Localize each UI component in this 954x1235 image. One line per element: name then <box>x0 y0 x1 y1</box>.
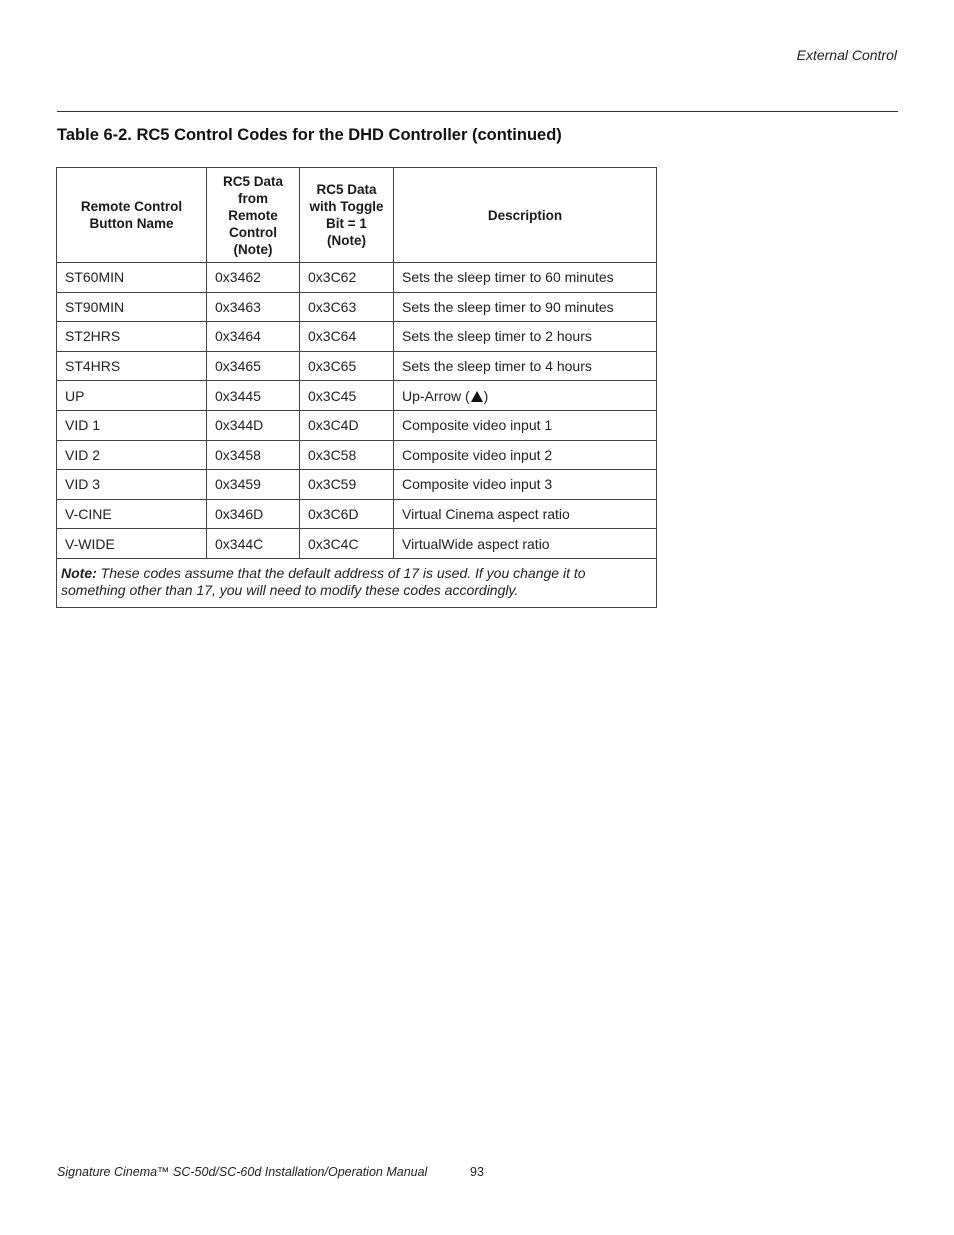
cell-button-name: V-CINE <box>57 499 207 529</box>
cell-rc5-data: 0x3458 <box>207 440 300 470</box>
cell-rc5-toggle: 0x3C58 <box>300 440 394 470</box>
running-head: External Control <box>796 47 897 63</box>
rc5-codes-table <box>56 167 657 608</box>
cell-button-name: ST90MIN <box>57 292 207 322</box>
table-row <box>57 292 657 322</box>
description-text: Up-Arrow ( <box>402 387 470 404</box>
table-row <box>57 263 657 293</box>
cell-rc5-toggle: 0x3C64 <box>300 322 394 352</box>
table-row <box>57 410 657 440</box>
table-row <box>57 499 657 529</box>
header-rule <box>57 111 898 112</box>
cell-rc5-data: 0x3462 <box>207 263 300 293</box>
cell-rc5-toggle: 0x3C65 <box>300 351 394 381</box>
cell-rc5-data: 0x344C <box>207 529 300 559</box>
cell-rc5-data: 0x344D <box>207 410 300 440</box>
footer-manual-title: Signature Cinema™ SC-50d/SC-60d Installation/Operation Manual <box>57 1165 428 1179</box>
column-header-description: Description <box>394 168 657 263</box>
cell-button-name: VID 2 <box>57 440 207 470</box>
table-note-row <box>57 558 657 607</box>
cell-button-name: ST60MIN <box>57 263 207 293</box>
table-row <box>57 440 657 470</box>
cell-rc5-toggle: 0x3C4C <box>300 529 394 559</box>
cell-rc5-toggle: 0x3C62 <box>300 263 394 293</box>
cell-description: Composite video input 2 <box>394 440 657 470</box>
table-note <box>57 558 657 607</box>
up-arrow-icon <box>471 391 483 402</box>
cell-description: Sets the sleep timer to 2 hours <box>394 322 657 352</box>
cell-description: Virtual Cinema aspect ratio <box>394 499 657 529</box>
cell-rc5-data: 0x3465 <box>207 351 300 381</box>
table-row <box>57 470 657 500</box>
description-suffix: ) <box>483 387 489 404</box>
cell-rc5-data: 0x3445 <box>207 381 300 411</box>
cell-description: VirtualWide aspect ratio <box>394 529 657 559</box>
table-row <box>57 351 657 381</box>
cell-description: Sets the sleep timer to 90 minutes <box>394 292 657 322</box>
cell-button-name: V-WIDE <box>57 529 207 559</box>
cell-description: Composite video input 1 <box>394 410 657 440</box>
table-row <box>57 322 657 352</box>
cell-button-name: UP <box>57 381 207 411</box>
column-header-rc5-data: RC5 Data from Remote Control (Note) <box>207 168 300 263</box>
column-header-rc5-toggle: RC5 Data with Toggle Bit = 1 (Note) <box>300 168 394 263</box>
cell-rc5-data: 0x3464 <box>207 322 300 352</box>
cell-rc5-data: 0x3463 <box>207 292 300 322</box>
column-header-button-name: Remote Control Button Name <box>57 168 207 263</box>
cell-button-name: VID 1 <box>57 410 207 440</box>
note-label: Note: <box>61 564 97 581</box>
cell-rc5-data: 0x346D <box>207 499 300 529</box>
cell-rc5-toggle: 0x3C45 <box>300 381 394 411</box>
note-text: These codes assume that the default address of 17 is used. If you change it to something other than 17, you will need to modify these codes accordingly. <box>61 564 586 598</box>
cell-description <box>394 381 657 411</box>
cell-button-name: ST4HRS <box>57 351 207 381</box>
cell-rc5-toggle: 0x3C4D <box>300 410 394 440</box>
table-header-row <box>57 168 657 263</box>
cell-description: Sets the sleep timer to 4 hours <box>394 351 657 381</box>
cell-rc5-toggle: 0x3C63 <box>300 292 394 322</box>
cell-rc5-data: 0x3459 <box>207 470 300 500</box>
table-row <box>57 529 657 559</box>
cell-description: Composite video input 3 <box>394 470 657 500</box>
cell-rc5-toggle: 0x3C59 <box>300 470 394 500</box>
cell-description: Sets the sleep timer to 60 minutes <box>394 263 657 293</box>
cell-button-name: VID 3 <box>57 470 207 500</box>
table-row <box>57 381 657 411</box>
page-number: 93 <box>470 1165 484 1179</box>
cell-rc5-toggle: 0x3C6D <box>300 499 394 529</box>
cell-button-name: ST2HRS <box>57 322 207 352</box>
table-title: Table 6-2. RC5 Control Codes for the DHD Controller (continued) <box>57 126 562 144</box>
